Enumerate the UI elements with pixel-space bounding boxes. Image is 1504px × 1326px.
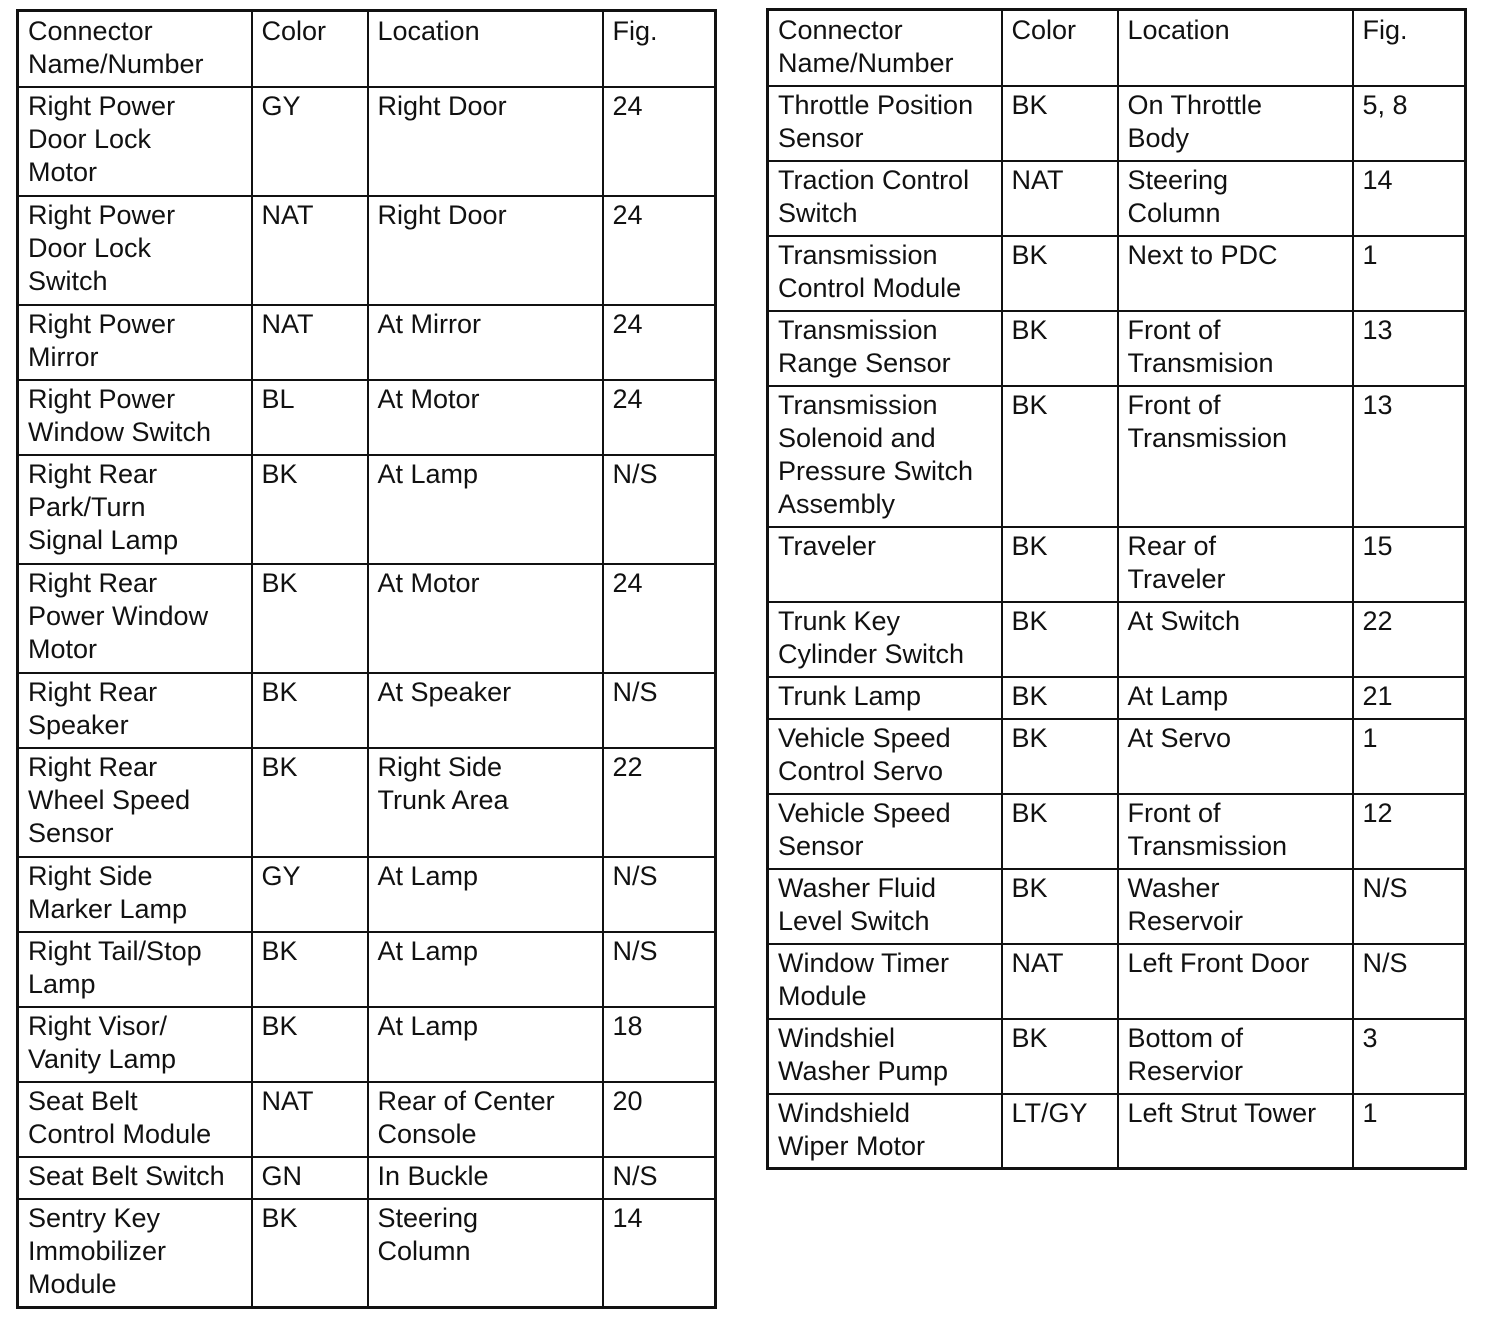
table-row <box>18 196 716 305</box>
cell-location: At Motor <box>368 380 603 455</box>
cell-connector-name: Washer Fluid Level Switch <box>768 869 1002 944</box>
table-row <box>18 564 716 673</box>
table-row <box>768 311 1466 386</box>
cell-fig: 24 <box>603 564 716 673</box>
cell-color: NAT <box>1002 944 1118 1019</box>
table-row <box>18 455 716 564</box>
table-row <box>768 1019 1466 1094</box>
cell-location: At Lamp <box>368 932 603 1007</box>
cell-connector-name: Right Power Mirror <box>18 305 252 380</box>
cell-color: BK <box>252 455 368 564</box>
cell-fig: 24 <box>603 380 716 455</box>
table-row <box>768 944 1466 1019</box>
cell-fig: 22 <box>603 748 716 857</box>
table-row <box>18 857 716 932</box>
cell-location: At Motor <box>368 564 603 673</box>
cell-connector-name: Transmission Range Sensor <box>768 311 1002 386</box>
cell-location: At Lamp <box>368 1007 603 1082</box>
cell-connector-name: Right Rear Power Window Motor <box>18 564 252 673</box>
cell-connector-name: Trunk Lamp <box>768 677 1002 719</box>
cell-color: NAT <box>252 305 368 380</box>
cell-fig: 1 <box>1353 719 1466 794</box>
cell-fig: N/S <box>603 857 716 932</box>
cell-connector-name: Windshield Wiper Motor <box>768 1094 1002 1169</box>
cell-color: BK <box>252 564 368 673</box>
cell-location: Right Side Trunk Area <box>368 748 603 857</box>
cell-color: BK <box>252 1007 368 1082</box>
cell-color: BK <box>1002 1019 1118 1094</box>
table-row <box>768 794 1466 869</box>
cell-location: Front of Transmission <box>1118 386 1353 527</box>
cell-color: NAT <box>252 196 368 305</box>
cell-connector-name: Trunk Key Cylinder Switch <box>768 602 1002 677</box>
header-fig: Fig. <box>603 11 716 87</box>
cell-connector-name: Traction Control Switch <box>768 161 1002 236</box>
cell-color: BK <box>1002 869 1118 944</box>
table-row <box>18 1007 716 1082</box>
cell-connector-name: Right Rear Speaker <box>18 673 252 748</box>
cell-connector-name: Right Power Window Switch <box>18 380 252 455</box>
header-connector-name: Connector Name/Number <box>18 11 252 87</box>
cell-location: Right Door <box>368 196 603 305</box>
cell-location: Left Front Door <box>1118 944 1353 1019</box>
cell-location: At Lamp <box>368 857 603 932</box>
cell-fig: 14 <box>603 1199 716 1308</box>
cell-location: In Buckle <box>368 1157 603 1199</box>
cell-color: BK <box>1002 602 1118 677</box>
cell-color: BK <box>252 748 368 857</box>
cell-color: BK <box>1002 86 1118 161</box>
table-row <box>768 236 1466 311</box>
cell-fig: 3 <box>1353 1019 1466 1094</box>
cell-color: BK <box>252 932 368 1007</box>
cell-fig: 24 <box>603 196 716 305</box>
table-row <box>18 932 716 1007</box>
cell-location: Right Door <box>368 87 603 196</box>
cell-connector-name: Window Timer Module <box>768 944 1002 1019</box>
cell-location: Front of Transmission <box>1118 794 1353 869</box>
cell-location: Washer Reservoir <box>1118 869 1353 944</box>
cell-color: BK <box>1002 311 1118 386</box>
header-color: Color <box>252 11 368 87</box>
table-row <box>768 527 1466 602</box>
cell-color: BK <box>1002 719 1118 794</box>
cell-fig: N/S <box>1353 869 1466 944</box>
header-location: Location <box>368 11 603 87</box>
cell-connector-name: Throttle Position Sensor <box>768 86 1002 161</box>
header-fig: Fig. <box>1353 10 1466 86</box>
cell-location: Bottom of Reservior <box>1118 1019 1353 1094</box>
cell-location: At Lamp <box>368 455 603 564</box>
connector-table-right <box>766 8 1467 1170</box>
table-row <box>18 380 716 455</box>
cell-location: At Mirror <box>368 305 603 380</box>
header-row <box>18 11 716 87</box>
cell-fig: 5, 8 <box>1353 86 1466 161</box>
table-row <box>768 602 1466 677</box>
cell-location: Steering Column <box>1118 161 1353 236</box>
cell-connector-name: Right Visor/ Vanity Lamp <box>18 1007 252 1082</box>
cell-connector-name: Transmission Solenoid and Pressure Switch Assembly <box>768 386 1002 527</box>
cell-connector-name: Right Power Door Lock Switch <box>18 196 252 305</box>
cell-connector-name: Vehicle Speed Control Servo <box>768 719 1002 794</box>
table-row <box>768 1094 1466 1169</box>
cell-location: Steering Column <box>368 1199 603 1308</box>
connector-table-left <box>16 9 717 1309</box>
table-row <box>768 677 1466 719</box>
cell-color: NAT <box>1002 161 1118 236</box>
cell-connector-name: Traveler <box>768 527 1002 602</box>
cell-fig: 14 <box>1353 161 1466 236</box>
cell-location: Front of Transmision <box>1118 311 1353 386</box>
cell-connector-name: Windshiel Washer Pump <box>768 1019 1002 1094</box>
table-row <box>18 1157 716 1199</box>
table-row <box>768 386 1466 527</box>
cell-connector-name: Right Tail/Stop Lamp <box>18 932 252 1007</box>
header-location: Location <box>1118 10 1353 86</box>
cell-fig: 22 <box>1353 602 1466 677</box>
cell-color: GY <box>252 87 368 196</box>
cell-fig: 24 <box>603 305 716 380</box>
cell-fig: 24 <box>603 87 716 196</box>
cell-fig: 1 <box>1353 236 1466 311</box>
cell-location: At Lamp <box>1118 677 1353 719</box>
table-row <box>18 748 716 857</box>
cell-connector-name: Transmission Control Module <box>768 236 1002 311</box>
cell-fig: N/S <box>603 455 716 564</box>
cell-color: BK <box>1002 527 1118 602</box>
cell-connector-name: Seat Belt Control Module <box>18 1082 252 1157</box>
table-row <box>768 869 1466 944</box>
cell-color: BK <box>1002 794 1118 869</box>
cell-fig: 13 <box>1353 311 1466 386</box>
cell-connector-name: Seat Belt Switch <box>18 1157 252 1199</box>
cell-color: GN <box>252 1157 368 1199</box>
cell-fig: 18 <box>603 1007 716 1082</box>
cell-color: BK <box>252 673 368 748</box>
cell-fig: 1 <box>1353 1094 1466 1169</box>
table-row <box>18 1199 716 1308</box>
cell-connector-name: Vehicle Speed Sensor <box>768 794 1002 869</box>
cell-fig: 12 <box>1353 794 1466 869</box>
table-row <box>768 86 1466 161</box>
cell-location: On Throttle Body <box>1118 86 1353 161</box>
cell-location: Left Strut Tower <box>1118 1094 1353 1169</box>
cell-color: BK <box>1002 386 1118 527</box>
cell-connector-name: Sentry Key Immobilizer Module <box>18 1199 252 1308</box>
cell-location: Next to PDC <box>1118 236 1353 311</box>
cell-connector-name: Right Rear Park/Turn Signal Lamp <box>18 455 252 564</box>
cell-location: At Speaker <box>368 673 603 748</box>
table-row <box>18 305 716 380</box>
cell-color: NAT <box>252 1082 368 1157</box>
cell-color: BK <box>1002 236 1118 311</box>
table-row <box>768 719 1466 794</box>
cell-connector-name: Right Power Door Lock Motor <box>18 87 252 196</box>
cell-connector-name: Right Side Marker Lamp <box>18 857 252 932</box>
cell-fig: N/S <box>1353 944 1466 1019</box>
header-color: Color <box>1002 10 1118 86</box>
cell-color: BL <box>252 380 368 455</box>
cell-location: Rear of Traveler <box>1118 527 1353 602</box>
cell-fig: 20 <box>603 1082 716 1157</box>
cell-color: GY <box>252 857 368 932</box>
cell-location: Rear of Center Console <box>368 1082 603 1157</box>
cell-color: BK <box>1002 677 1118 719</box>
cell-connector-name: Right Rear Wheel Speed Sensor <box>18 748 252 857</box>
cell-location: At Switch <box>1118 602 1353 677</box>
cell-color: LT/GY <box>1002 1094 1118 1169</box>
table-row <box>18 673 716 748</box>
header-row <box>768 10 1466 86</box>
cell-fig: N/S <box>603 1157 716 1199</box>
cell-fig: 13 <box>1353 386 1466 527</box>
cell-location: At Servo <box>1118 719 1353 794</box>
cell-fig: N/S <box>603 932 716 1007</box>
cell-fig: 15 <box>1353 527 1466 602</box>
table-row <box>18 1082 716 1157</box>
table-row <box>768 161 1466 236</box>
header-connector-name: Connector Name/Number <box>768 10 1002 86</box>
cell-fig: N/S <box>603 673 716 748</box>
cell-fig: 21 <box>1353 677 1466 719</box>
table-row <box>18 87 716 196</box>
cell-color: BK <box>252 1199 368 1308</box>
